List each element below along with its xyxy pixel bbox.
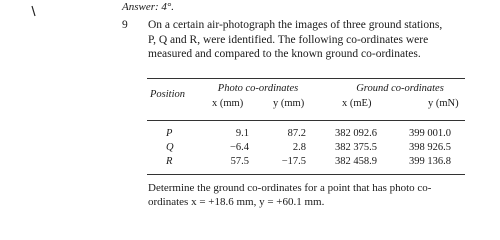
- table-cell-position: P: [166, 128, 173, 139]
- ground-y-header: y (mN): [428, 98, 459, 109]
- question-number: 9: [122, 19, 128, 31]
- table-top-rule: [147, 78, 465, 79]
- closing-line: Determine the ground co-ordinates for a point that has photo co-: [148, 182, 432, 194]
- question-line: P, Q and R, were identified. The following co-ordinates were: [148, 33, 429, 46]
- table-cell-photo-y: 2.8: [292, 142, 306, 153]
- margin-mark: [30, 5, 38, 17]
- table-bottom-rule: [147, 174, 465, 175]
- table-cell-ground-y: 399 136.8: [409, 156, 451, 167]
- table-cell-ground-x: 382 458.9: [335, 156, 377, 167]
- question-line: On a certain air-photograph the images of three ground stations,: [148, 19, 443, 31]
- question-line: measured and compared to the known ground co-ordinates.: [148, 48, 421, 60]
- position-header: Position: [150, 89, 186, 100]
- previous-answer: Answer: 4°.: [122, 1, 175, 13]
- closing-instruction: [148, 181, 464, 209]
- table-cell-ground-x: 382 375.5: [335, 142, 377, 153]
- ground-coordinates-header: Ground co-ordinates: [356, 83, 444, 94]
- photo-y-header: y (mm): [273, 98, 305, 109]
- photo-coordinates-header: Photo co-ordinates: [217, 83, 299, 94]
- table-cell-ground-y: 398 926.5: [409, 142, 451, 153]
- table-cell-photo-x: 57.5: [230, 156, 249, 167]
- table-cell-ground-y: 399 001.0: [409, 128, 451, 139]
- table-cell-photo-x: 9.1: [235, 128, 249, 139]
- table-cell-ground-x: 382 092.6: [335, 128, 377, 139]
- table-header-rule: [147, 120, 465, 121]
- question-text: [148, 18, 464, 62]
- table-cell-photo-x: −6.4: [229, 142, 249, 153]
- table-cell-position: R: [166, 156, 173, 167]
- closing-line: ordinates x = +18.6 mm, y = +60.1 mm.: [148, 196, 325, 208]
- table-cell-position: Q: [166, 142, 174, 153]
- table-cell-photo-y: −17.5: [281, 156, 306, 167]
- photo-x-header: x (mm): [212, 98, 244, 109]
- table-cell-photo-y: 87.2: [287, 128, 306, 139]
- ground-x-header: x (mE): [342, 98, 372, 109]
